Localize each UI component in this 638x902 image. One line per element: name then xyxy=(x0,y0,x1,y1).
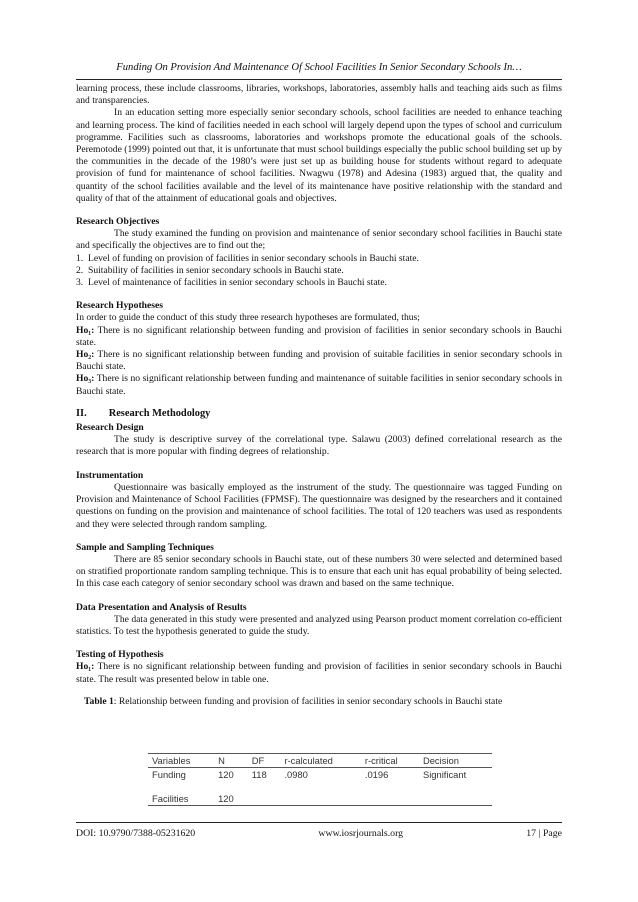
table-header-cell: DF xyxy=(248,754,281,768)
footer-page-number: 17 | Page xyxy=(526,828,562,839)
hypothesis-label: Ho₂: xyxy=(76,349,95,361)
objective-text: Level of maintenance of facilities in senior secondary schools in Bauchi state. xyxy=(88,277,387,289)
objective-number: 2. xyxy=(76,264,84,276)
table-cell xyxy=(419,792,492,806)
testing-hypothesis xyxy=(76,661,562,685)
hypothesis-text: There is no significant relationship between funding and provision of facilities in senior secondary schools in Bauchi state. xyxy=(76,324,562,348)
table-row xyxy=(148,768,492,782)
table-cell: Significant xyxy=(422,769,467,780)
table-cell: Facilities xyxy=(148,792,214,806)
table-cell xyxy=(248,792,281,806)
research-design-heading: Research Design xyxy=(76,422,144,434)
table-header-cell: Variables xyxy=(148,754,214,768)
running-header: Funding On Provision And Maintenance Of School Facilities In Senior Secondary Schools In… xyxy=(116,62,522,73)
table-spacer-row xyxy=(148,781,492,792)
objective-item xyxy=(76,253,562,265)
table-header-cell: N xyxy=(214,754,248,768)
table-cell: Funding xyxy=(152,769,186,780)
hypothesis-label: Ho₁: xyxy=(76,324,95,336)
page-footer xyxy=(76,828,562,839)
objective-text: Level of funding on provision of facilities in senior secondary schools in Bauchi state. xyxy=(88,252,419,264)
objective-text: Suitability of facilities in senior secondary schools in Bauchi state. xyxy=(88,264,344,276)
table-cell: 118 xyxy=(251,769,267,780)
section-title: Research Methodology xyxy=(108,407,211,419)
table-cell: .0196 xyxy=(364,769,389,780)
article-body xyxy=(76,83,562,708)
section-heading xyxy=(76,408,562,420)
objective-number: 3. xyxy=(76,277,84,289)
sampling-heading: Sample and Sampling Techniques xyxy=(76,541,214,553)
objective-item xyxy=(76,277,562,289)
data-presentation-text: The data generated in this study were presented and analyzed using Pearson product moment correlation co-efficient statistics. To test the hypothesis generated to guide the study. xyxy=(76,613,562,637)
research-hypotheses-intro: In order to guide the conduct of this study three research hypotheses are formulated, thus; xyxy=(76,312,420,324)
objective-number: 1. xyxy=(76,252,84,264)
data-presentation-heading: Data Presentation and Analysis of Results xyxy=(76,601,247,613)
hypothesis-item xyxy=(76,325,562,349)
section-number: II. xyxy=(76,407,87,419)
table-row xyxy=(148,792,492,806)
table-header-cell: r-calculated xyxy=(280,754,360,768)
instrumentation-heading: Instrumentation xyxy=(76,469,144,481)
hypothesis-item xyxy=(76,349,562,373)
paragraph-2: In an education setting more especially senior secondary schools, school facilities are needed to enhance teaching and learning process. The kind of facilities needed in each school will largely depend upon the types of school and curriculum programme. Facilities such as classrooms, laboratories and workshops promote the educational goals of the schools. Peremotode (1999) pointed out that, it is unfortunate that must school buildings especially the public school building set up by the communities in the decade of the 1980’s were just set up as building house for students without regard to adequate provision of fund for maintenance of school facilities. Nwagwu (1978) and Adesina (1983) argued that, the quality and quantity of the school facilities available and the level of its maintenance have positive relationship with the standard and quality of that of the attainment of educational goals and objectives. xyxy=(76,107,562,204)
hypothesis-item xyxy=(76,373,562,397)
table-cell: .0980 xyxy=(284,769,308,780)
table-header-cell: r-critical xyxy=(361,754,419,768)
header-divider xyxy=(76,79,562,80)
paragraph-1: learning process, these include classrooms, libraries, workshops, laboratories, assembly halls and teaching aids such as films and transparencies. xyxy=(76,83,562,107)
table-caption xyxy=(76,696,562,708)
table-caption-text: : Relationship between funding and provision of facilities in senior secondary schools in Bauchi state xyxy=(113,695,503,707)
table-cell xyxy=(280,792,360,806)
research-hypotheses-heading: Research Hypotheses xyxy=(76,300,163,312)
results-table xyxy=(148,753,492,806)
testing-heading: Testing of Hypothesis xyxy=(76,649,164,661)
footer-divider xyxy=(76,822,562,823)
hypothesis-label: Ho₃: xyxy=(76,373,95,385)
hypothesis-label: Ho₁: xyxy=(76,661,95,673)
hypothesis-text: There is no significant relationship between funding and provision of facilities in senior secondary schools in Bauchi state. The result was presented below in table one. xyxy=(76,661,562,685)
hypothesis-text: There is no significant relationship between funding and provision of suitable facilities in senior secondary schools in Bauchi state. xyxy=(76,349,562,373)
objective-item xyxy=(76,265,562,277)
table-header-cell: Decision xyxy=(419,754,492,768)
instrumentation-text: Questionnaire was basically employed as the instrument of the study. The questionnaire was tagged Funding on Provision and Maintenance of School Facilities (FPMSF). The questionnaire was designed by the researchers and it contained questions on funding on the provision and maintenance of school facilities. The total of 120 teachers was used as respondents and they were selected through random sampling. xyxy=(76,481,562,530)
table-caption-label: Table 1 xyxy=(84,695,114,707)
research-objectives-intro: The study examined the funding on provision and maintenance of senior secondary school facilities in Bauchi state and specifically the objectives are to find out the; xyxy=(76,228,562,252)
sampling-text: There are 85 senior secondary schools in Bauchi state, out of these numbers 30 were selected and determined based on stratified proportionate random sampling technique. This is to ensure that each unit has equal probability of being selected. In this case each category of senior secondary school was drawn and based on the same technique. xyxy=(76,553,562,590)
footer-doi: DOI: 10.9790/7388-05231620 xyxy=(76,828,196,839)
footer-website: www.iosrjournals.org xyxy=(318,828,404,839)
table-cell: 120 xyxy=(214,792,248,806)
research-objectives-heading: Research Objectives xyxy=(76,216,160,228)
table-cell xyxy=(361,792,419,806)
hypothesis-text: There is no significant relationship between funding and maintenance of suitable facilities in senior secondary schools in Bauchi state. xyxy=(76,373,562,397)
research-design-text: The study is descriptive survey of the correlational type. Salawu (2003) defined correlational research as the research that is more popular with finding degrees of relationship. xyxy=(76,434,562,458)
table-header-row xyxy=(148,754,492,768)
table-cell: 120 xyxy=(218,769,234,780)
